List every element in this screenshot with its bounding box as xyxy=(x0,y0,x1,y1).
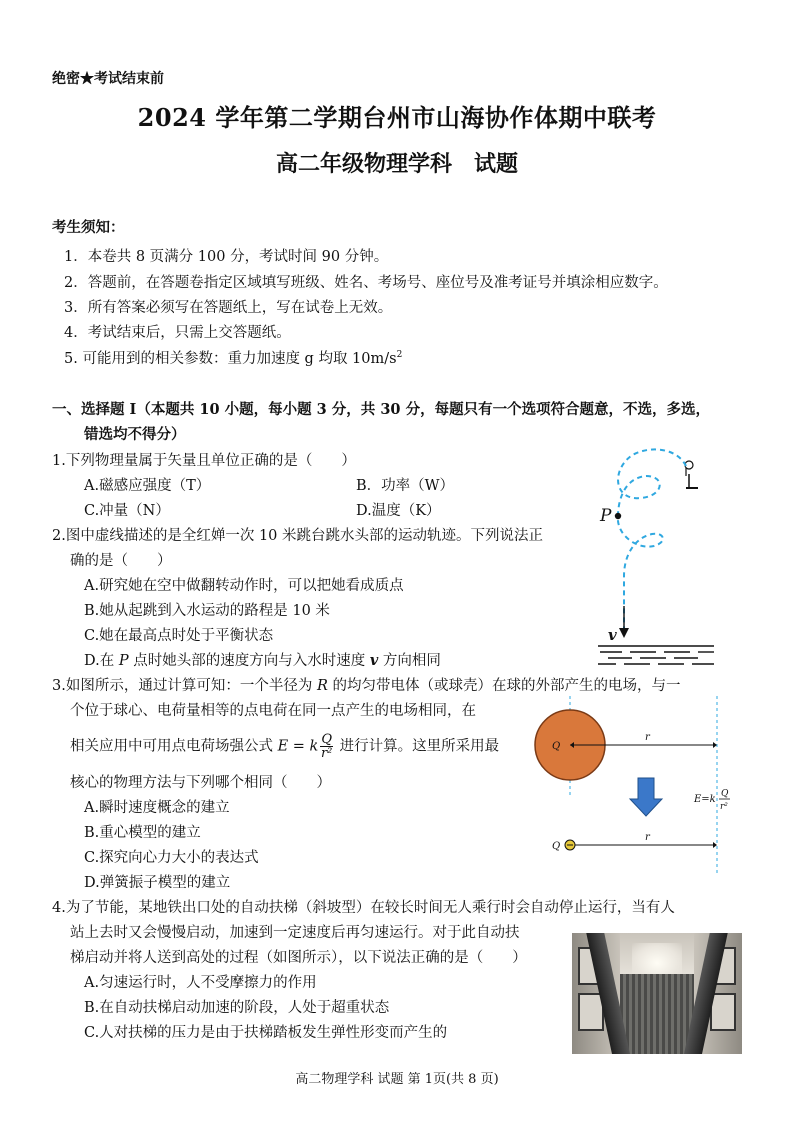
q2-option-d-a: D.在 xyxy=(84,653,119,669)
q3-stem-line3-b: 进行计算。这里所采用最 xyxy=(335,738,500,755)
trajectory-path xyxy=(618,449,686,628)
q1-option-d: D.温度（K） xyxy=(356,503,441,519)
q2-option-b: B.她从起跳到入水运动的路程是 10 米 xyxy=(84,603,330,619)
water-surface-icon xyxy=(598,646,714,664)
notice-item-5 xyxy=(64,347,402,368)
notice-item-1: 1．本卷共 8 页满分 100 分，考试时间 90 分钟。 xyxy=(64,249,389,265)
q4-option-b: B.在自动扶梯启动加速的阶段，人处于超重状态 xyxy=(84,1000,390,1016)
q3-stem-a: 3.如图所示，通过计算可知：一个半径为 xyxy=(52,678,317,694)
q4-option-a: A.匀速运行时，人不受摩擦力的作用 xyxy=(84,975,317,991)
q3-formula-frac xyxy=(320,733,333,760)
down-arrow-icon xyxy=(630,778,662,816)
q1-option-c: C.冲量（N） xyxy=(84,503,170,519)
q2-option-d-p: P xyxy=(118,653,129,669)
notice-item-4: 4．考试结束后，只需上交答题纸。 xyxy=(64,325,291,341)
q2-option-d-b: 点时她头部的速度方向与入水时速度 xyxy=(128,653,370,669)
q2-option-a: A.研究她在空中做翻转动作时，可以把她看成质点 xyxy=(84,578,404,594)
q3-stem xyxy=(52,674,680,695)
q3-stem-r: R xyxy=(316,678,328,694)
velocity-arrow-icon xyxy=(619,628,629,638)
label-formula: E=k xyxy=(694,794,716,805)
section-heading-cont: 错选均不得分） xyxy=(84,426,186,443)
q4-stem-line3: 梯启动并将人送到高处的过程（如图所示），以下说法正确的是（ ） xyxy=(70,950,527,966)
confidential-mark: 绝密★考试结束前 xyxy=(52,71,164,87)
q3-stem-line4: 核心的物理方法与下列哪个相同（ ） xyxy=(70,775,331,791)
q2-option-d xyxy=(84,649,441,670)
q2-stem: 2.图中虚线描述的是全红婵一次 10 米跳台跳水头部的运动轨迹。下列说法正 xyxy=(52,528,544,544)
q4-option-c: C.人对扶梯的压力是由于扶梯踏板发生弹性形变而产生的 xyxy=(84,1025,448,1041)
q4-stem: 4.为了节能，某地铁出口处的自动扶梯（斜坡型）在较长时间无人乘行时会自动停止运行，当有人 xyxy=(52,900,675,916)
section-heading: 一、选择题 I（本题共 10 小题，每小题 3 分，共 30 分，每题只有一个选项符合题意，不选，多选， xyxy=(52,401,711,418)
label-r-bottom: r xyxy=(645,832,650,843)
q3-stem-b: 的均匀带电体（或球壳）在球的外部产生的电场，与一 xyxy=(327,678,681,694)
exam-subtitle: 高二年级物理学科 试题 xyxy=(275,151,518,177)
q3-formula-den: r² xyxy=(320,746,333,761)
diving-trajectory-figure xyxy=(586,446,726,666)
label-v: v xyxy=(608,626,617,644)
q2-option-c: C.她在最高点时处于平衡状态 xyxy=(84,628,274,644)
escalator-photo xyxy=(572,933,742,1054)
notice-item-3: 3．所有答案必须写在答题纸上，写在试卷上无效。 xyxy=(64,300,393,316)
q3-option-a: A.瞬时速度概念的建立 xyxy=(84,800,230,816)
q4-stem-line2: 站上去时又会慢慢启动，加速到一定速度后再匀速运行。对于此自动扶 xyxy=(70,925,520,941)
notice-heading: 考生须知： xyxy=(52,219,125,236)
q3-stem-line3-a: 相关应用中可用点电荷场强公式 xyxy=(70,738,278,755)
q3-formula-lhs: E = k xyxy=(277,738,319,755)
q2-option-d-c: 方向相同 xyxy=(378,653,441,669)
notice-item-5-sup: 2 xyxy=(396,350,403,361)
label-formula-den: r² xyxy=(720,802,728,812)
point-p-marker xyxy=(615,513,621,519)
q3-option-d: D.弹簧振子模型的建立 xyxy=(84,875,231,891)
diving-platform-icon xyxy=(685,461,698,488)
charged-sphere-figure xyxy=(530,696,742,876)
label-q-top: Q xyxy=(552,741,561,752)
notice-item-2: 2．答题前，在答题卷指定区域填写班级、姓名、考场号、座位号及准考证号并填涂相应数字。 xyxy=(64,275,668,291)
q3-option-b: B.重心模型的建立 xyxy=(84,825,201,841)
q2-option-d-v: v xyxy=(369,652,379,669)
q3-option-c: C.探究向心力大小的表达式 xyxy=(84,850,259,866)
q3-stem-line3 xyxy=(70,733,499,760)
q1-option-b: B．功率（W） xyxy=(356,478,455,494)
q3-formula-num: Q xyxy=(321,732,333,747)
label-r-top: r xyxy=(645,732,650,743)
q1-option-a: A.磁感应强度（T） xyxy=(84,478,211,494)
q1-stem: 1.下列物理量属于矢量且单位正确的是（ ） xyxy=(52,453,356,469)
exam-title: 2024 学年第二学期台州市山海协作体期中联考 xyxy=(137,103,657,132)
page-footer: 高二物理学科 试题 第 1页(共 8 页) xyxy=(295,1072,499,1087)
label-formula-num: Q xyxy=(721,789,729,799)
q3-stem-line2: 个位于球心、电荷量相等的点电荷在同一点产生的电场相同，在 xyxy=(70,703,476,719)
label-q-bottom: Q xyxy=(552,841,561,852)
notice-item-5-text: 5. 可能用到的相关参数：重力加速度 g 均取 10m/s xyxy=(64,351,397,367)
q2-stem-cont: 确的是（ ） xyxy=(70,553,172,569)
label-p: P xyxy=(600,506,612,526)
